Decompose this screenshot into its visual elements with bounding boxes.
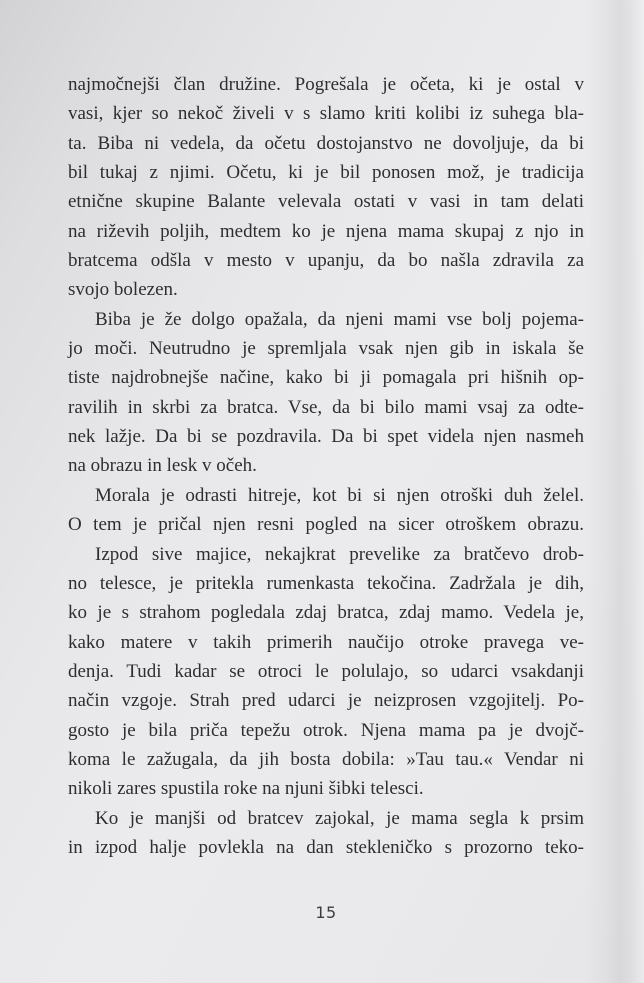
page-edge-shadow	[586, 0, 644, 983]
paragraph	[68, 804, 584, 863]
text-line: nikoli zares spustila roke na njuni šibki telesci.	[68, 778, 424, 800]
text-line: no telesce, je pritekla rumenkasta tekočina. Zadržala je dih,	[68, 572, 584, 594]
text-line: na riževih poljih, medtem ko je njena mama skupaj z njo in	[68, 220, 584, 242]
text-line: tiste najdrobnejše načine, kako bi ji pomagala pri hišnih op-	[68, 367, 584, 389]
text-line: bratcema odšla v mesto v upanju, da bo našla zdravila za	[68, 250, 584, 272]
text-line: ta. Biba ni vedela, da očetu dostojanstvo ne dovoljuje, da bi	[68, 132, 584, 154]
text-line: etnične skupine Balante velevala ostati v vasi in tam delati	[68, 191, 584, 213]
text-line: svojo bolezen.	[68, 279, 178, 301]
text-line: ko je s strahom pogledala zdaj bratca, zdaj mamo. Vedela je,	[68, 602, 584, 624]
paragraph	[68, 305, 584, 481]
text-line: nek lažje. Da bi se pozdravila. Da bi spet videla njen nasmeh	[68, 426, 584, 448]
text-line: način vzgoje. Strah pred udarci je neizprosen vzgojitelj. Po-	[68, 690, 584, 712]
text-line: bil tukaj z njimi. Očetu, ki je bil ponosen mož, je tradicija	[68, 162, 584, 184]
text-line: Ko je manjši od bratcev zajokal, je mama segla k prsim	[95, 807, 584, 829]
text-line: Izpod sive majice, nekajkrat prevelike za bratčevo drob-	[95, 543, 584, 565]
text-line: in izpod halje povlekla na dan stekleničko s prozorno teko-	[68, 836, 584, 858]
text-line: Biba je že dolgo opažala, da njeni mami vse bolj pojema-	[95, 308, 584, 330]
paragraph	[68, 540, 584, 804]
text-line: koma le zažugala, da jih bosta dobila: »Tau tau.« Vendar ni	[68, 748, 584, 770]
text-line: gosto je bila priča tepežu otrok. Njena mama pa je dvojč-	[68, 719, 584, 741]
text-line: jo moči. Neutrudno je spremljala vsak njen gib in iskala še	[68, 338, 584, 360]
paragraph	[68, 70, 584, 305]
text-line: na obrazu in lesk v očeh.	[68, 455, 257, 477]
page-number: 15	[315, 903, 337, 922]
text-line: Morala je odrasti hitreje, kot bi si njen otroški duh želel.	[95, 484, 584, 506]
paragraph	[68, 481, 584, 540]
text-line: vasi, kjer so nekoč živeli v s slamo kriti kolibi iz suhega bla-	[68, 103, 584, 125]
text-line: O tem je pričal njen resni pogled na sicer otroškem obrazu.	[68, 514, 584, 536]
text-line: kako matere v takih primerih naučijo otroke pravega ve-	[68, 631, 584, 653]
text-line: najmočnejši član družine. Pogrešala je očeta, ki je ostal v	[68, 74, 584, 95]
text-line: ravilih in skrbi za bratca. Vse, da bi bilo mami vsaj za odte-	[68, 396, 584, 418]
text-block	[68, 70, 584, 862]
text-line: denja. Tudi kadar se otroci le polulajo, so udarci vsakdanji	[68, 660, 584, 682]
